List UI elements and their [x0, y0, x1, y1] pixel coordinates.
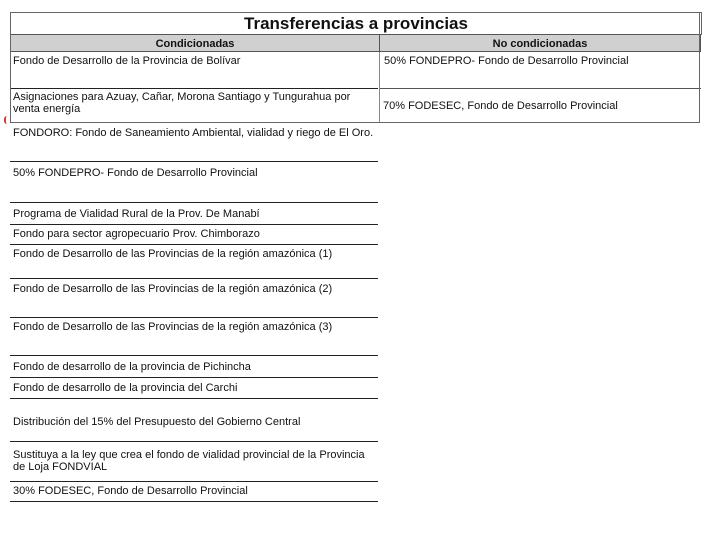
slide-title: Transferencias a provincias	[10, 12, 702, 35]
condicionada-row: Programa de Vialidad Rural de la Prov. De Manabí	[10, 206, 378, 225]
condicionada-row: Fondo de desarrollo de la provincia del Carchi	[10, 380, 378, 399]
condicionada-row: Distribución del 15% del Presupuesto del Gobierno Central	[10, 414, 378, 442]
condicionada-row: FONDORO: Fondo de Saneamiento Ambiental, vialidad y riego de El Oro.	[10, 125, 378, 162]
header-no-condicionadas: No condicionadas	[380, 34, 701, 52]
condicionada-row: Fondo de Desarrollo de las Provincias de la región amazónica (3)	[10, 319, 378, 356]
condicionada-row: 30% FODESEC, Fondo de Desarrollo Provincial	[10, 483, 378, 502]
condicionada-row: Fondo de Desarrollo de las Provincias de la región amazónica (2)	[10, 281, 378, 318]
condicionada-row: Fondo de Desarrollo de las Provincias de la región amazónica (1)	[10, 246, 378, 279]
condicionada-row: Fondo de desarrollo de la provincia de Pichincha	[10, 359, 378, 378]
no-condicionada-row: 50% FONDEPRO- Fondo de Desarrollo Provincial	[380, 53, 701, 89]
condicionada-row: Fondo para sector agropecuario Prov. Chimborazo	[10, 226, 378, 245]
condicionada-row: Asignaciones para Azuay, Cañar, Morona Santiago y Tungurahua por venta energía	[10, 89, 378, 123]
header-condicionadas: Condicionadas	[10, 34, 380, 52]
no-condicionada-row: 70% FODESEC, Fondo de Desarrollo Provincial	[383, 100, 618, 112]
condicionada-row: Sustituya a la ley que crea el fondo de vialidad provincial de la Provincia de Loja FONDVIAL	[10, 447, 378, 482]
condicionada-row: 50% FONDEPRO- Fondo de Desarrollo Provincial	[10, 165, 378, 203]
condicionada-row: Fondo de Desarrollo de la Provincia de Bolívar	[10, 53, 378, 89]
